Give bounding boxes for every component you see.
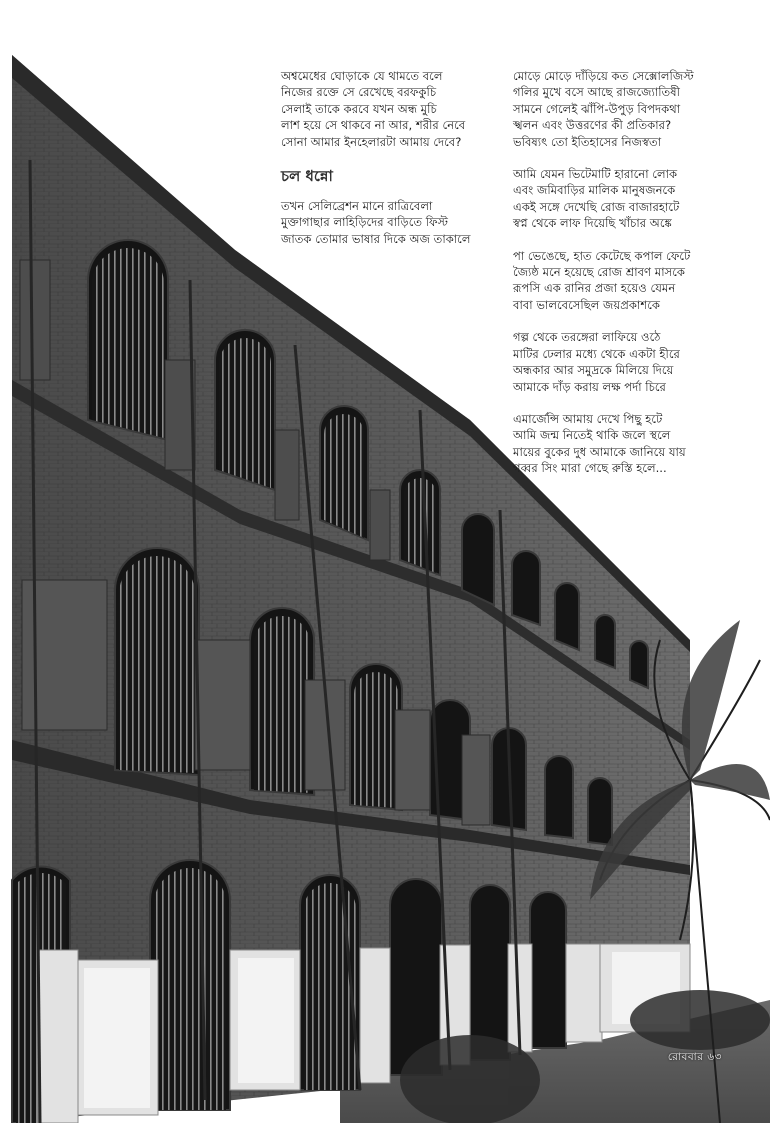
page-number: রোববার ৬৩ — [667, 1051, 722, 1063]
poem-stanza — [513, 68, 694, 150]
poem-line: পা ভেঙেছে, হাত কেটেছে কপাল ফেটে — [513, 248, 691, 263]
poem-line: মাটির ঢেলার মধ্যে থেকে একটা হীরে — [513, 346, 680, 361]
poem-line: স্বপ্ন থেকে লাফ দিয়েছি খাঁচার অঙ্কে — [513, 216, 672, 231]
poem-line: এমার্জেন্সি আমায় দেখে পিছু হটে — [513, 411, 663, 426]
poem-line: তখন সেলিব্রেশন মানে রাত্রিবেলা — [281, 199, 433, 214]
poem-line: সামনে গেলেই ঝাঁপি-উপুড় বিপদকথা — [513, 101, 681, 116]
poem-line: জ্যৈষ্ঠ মনে হয়েছে রোজ শ্রাবণ মাসকে — [513, 265, 685, 280]
poem-line: নিজের রক্তে সে রেখেছে বরফকুচি — [281, 85, 437, 100]
poem-stanza — [513, 166, 694, 232]
poem-line: একই সঙ্গে দেখেছি রোজ বাজারহাটে — [513, 199, 680, 214]
poem-line: জাতক তোমার ভাষার দিকে অজ তাকালে — [281, 231, 471, 246]
poem-line: মুক্তাগাছার লাহিড়িদের বাড়িতে ফিস্ট — [281, 215, 449, 230]
poem-line: আমি জন্ম নিতেই থাকি জলে স্থলে — [513, 428, 671, 443]
poem-line: সেলাই তাকে করবে যখন অন্ধ মুচি — [281, 101, 437, 116]
poem-line: গল্প থেকে তরঙ্গেরা লাফিয়ে ওঠে — [513, 330, 661, 345]
poem-stanza — [513, 248, 694, 314]
poem-line: লাশ হয়ে সে থাকবে না আর, শরীর নেবে — [281, 118, 466, 133]
poem-line: অশ্বমেধের ঘোড়াকে যে থামতে বলে — [281, 69, 443, 83]
poem-line: গব্বর সিং মারা গেছে রুস্তি হলে... — [513, 461, 667, 476]
poem-stanza — [513, 411, 694, 477]
poem-right-column — [513, 68, 694, 493]
poem-line: আমাকে দাঁড় করায় লক্ষ পর্দা চিরে — [513, 379, 666, 394]
poem-line: স্খলন এবং উত্তরণের কী প্রতিকার? — [513, 118, 672, 133]
poem-left-column — [281, 68, 470, 263]
poem-line: ভবিষ্যৎ তো ইতিহাসের নিজস্বতা — [513, 134, 662, 149]
poem-line: গলির মুখে বসে আছে রাজজ্যোতিষী — [513, 85, 680, 100]
poem-line: আমি যেমন ভিটেমাটি হারানো লোক — [513, 167, 678, 182]
poem-stanza — [513, 329, 694, 395]
poem-line: এবং জমিবাড়ির মালিক মানুষজনকে — [513, 183, 676, 198]
poem-line: অন্ধকার আর সমুদ্রকে মিলিয়ে দিয়ে — [513, 363, 674, 378]
poem-stanza — [281, 198, 470, 247]
poem-line: বাবা ভালবেসেছিল জয়প্রকাশকে — [513, 297, 661, 312]
poem-line: মোড়ে মোড়ে দাঁড়িয়ে কত সেক্সোলজিস্ট — [513, 69, 694, 83]
poem-line: মায়ের বুকের দুধ আমাকে জানিয়ে যায় — [513, 444, 686, 459]
poem-line: সোনা আমার ইনহেলারটা আমায় দেবে? — [281, 134, 462, 149]
poem-line: রূপসি এক রানির প্রজা হয়েও যেমন — [513, 281, 676, 296]
poem-stanza — [281, 68, 470, 150]
poem-title: চল ধন্নো — [281, 167, 333, 186]
